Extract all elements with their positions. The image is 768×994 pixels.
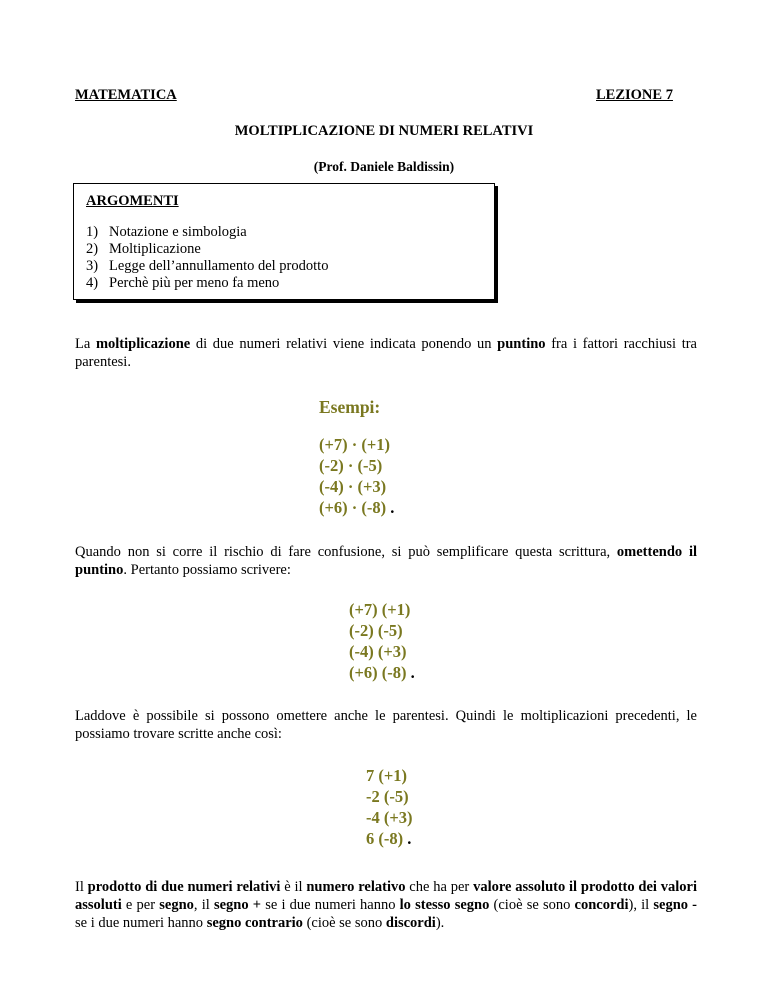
paragraph-omit-dot: Quando non si corre il rischio di fare confusione, si può semplificare questa scrittura, omettendo il puntino. Pertanto possiamo scrivere: (75, 544, 697, 578)
example-line: (+6) · (-8) . (319, 498, 395, 517)
topics-list (86, 224, 328, 292)
item-number: 1) (86, 224, 99, 240)
example-line: (-4) (+3) (349, 642, 407, 661)
list-item (86, 258, 328, 275)
example-line: -4 (+3) (366, 808, 413, 827)
list-item (86, 241, 328, 258)
example-line: (-2) · (-5) (319, 456, 383, 475)
example-line: (+6) (-8) . (349, 663, 415, 682)
item-number: 2) (86, 241, 99, 257)
item-text: Moltiplicazione (109, 241, 201, 257)
example-line: 6 (-8) . (366, 829, 412, 848)
item-number: 3) (86, 258, 99, 274)
list-item (86, 275, 328, 292)
lesson-number: LEZIONE 7 (596, 87, 673, 103)
subject-heading: MATEMATICA (75, 87, 177, 103)
paragraph-definition-notation: La moltiplicazione di due numeri relativi viene indicata ponendo un puntino fra i fattori racchiusi tra parentesi. (75, 336, 697, 370)
examples-without-dot (349, 599, 415, 683)
paragraph-omit-parentheses: Laddove è possibile si possono omettere anche le parentesi. Quindi le moltiplicazioni precedenti, le possiamo trovare scritte anche così: (75, 708, 697, 742)
paragraph-sign-rule: Il prodotto di due numeri relativi è il numero relativo che ha per valore assoluto il prodotto dei valori assoluti e per segno, il segno + se i due numeri hanno lo stesso segno (cioè se sono concordi), il segno - se i due numeri hanno segno contrario (cioè se sono discordi). (75, 879, 698, 931)
page-title: MOLTIPLICAZIONE DI NUMERI RELATIVI (234, 123, 534, 139)
example-line: -2 (-5) (366, 787, 409, 806)
item-number: 4) (86, 275, 99, 291)
author-line: (Prof. Daniele Baldissin) (313, 159, 455, 174)
topics-box (73, 183, 495, 300)
example-line: (+7) · (+1) (319, 435, 391, 454)
examples-title: Esempi: (319, 397, 381, 417)
topics-title: ARGOMENTI (86, 193, 179, 209)
example-line: (-2) (-5) (349, 621, 403, 640)
examples-with-dot (319, 434, 394, 518)
item-text: Perchè più per meno fa meno (109, 275, 280, 291)
item-text: Notazione e simbologia (109, 224, 247, 240)
example-line: (+7) (+1) (349, 600, 411, 619)
example-line: (-4) · (+3) (319, 477, 387, 496)
item-text: Legge dell’annullamento del prodotto (109, 258, 329, 274)
examples-without-parentheses (366, 765, 413, 849)
example-line: 7 (+1) (366, 766, 408, 785)
list-item (86, 224, 328, 241)
